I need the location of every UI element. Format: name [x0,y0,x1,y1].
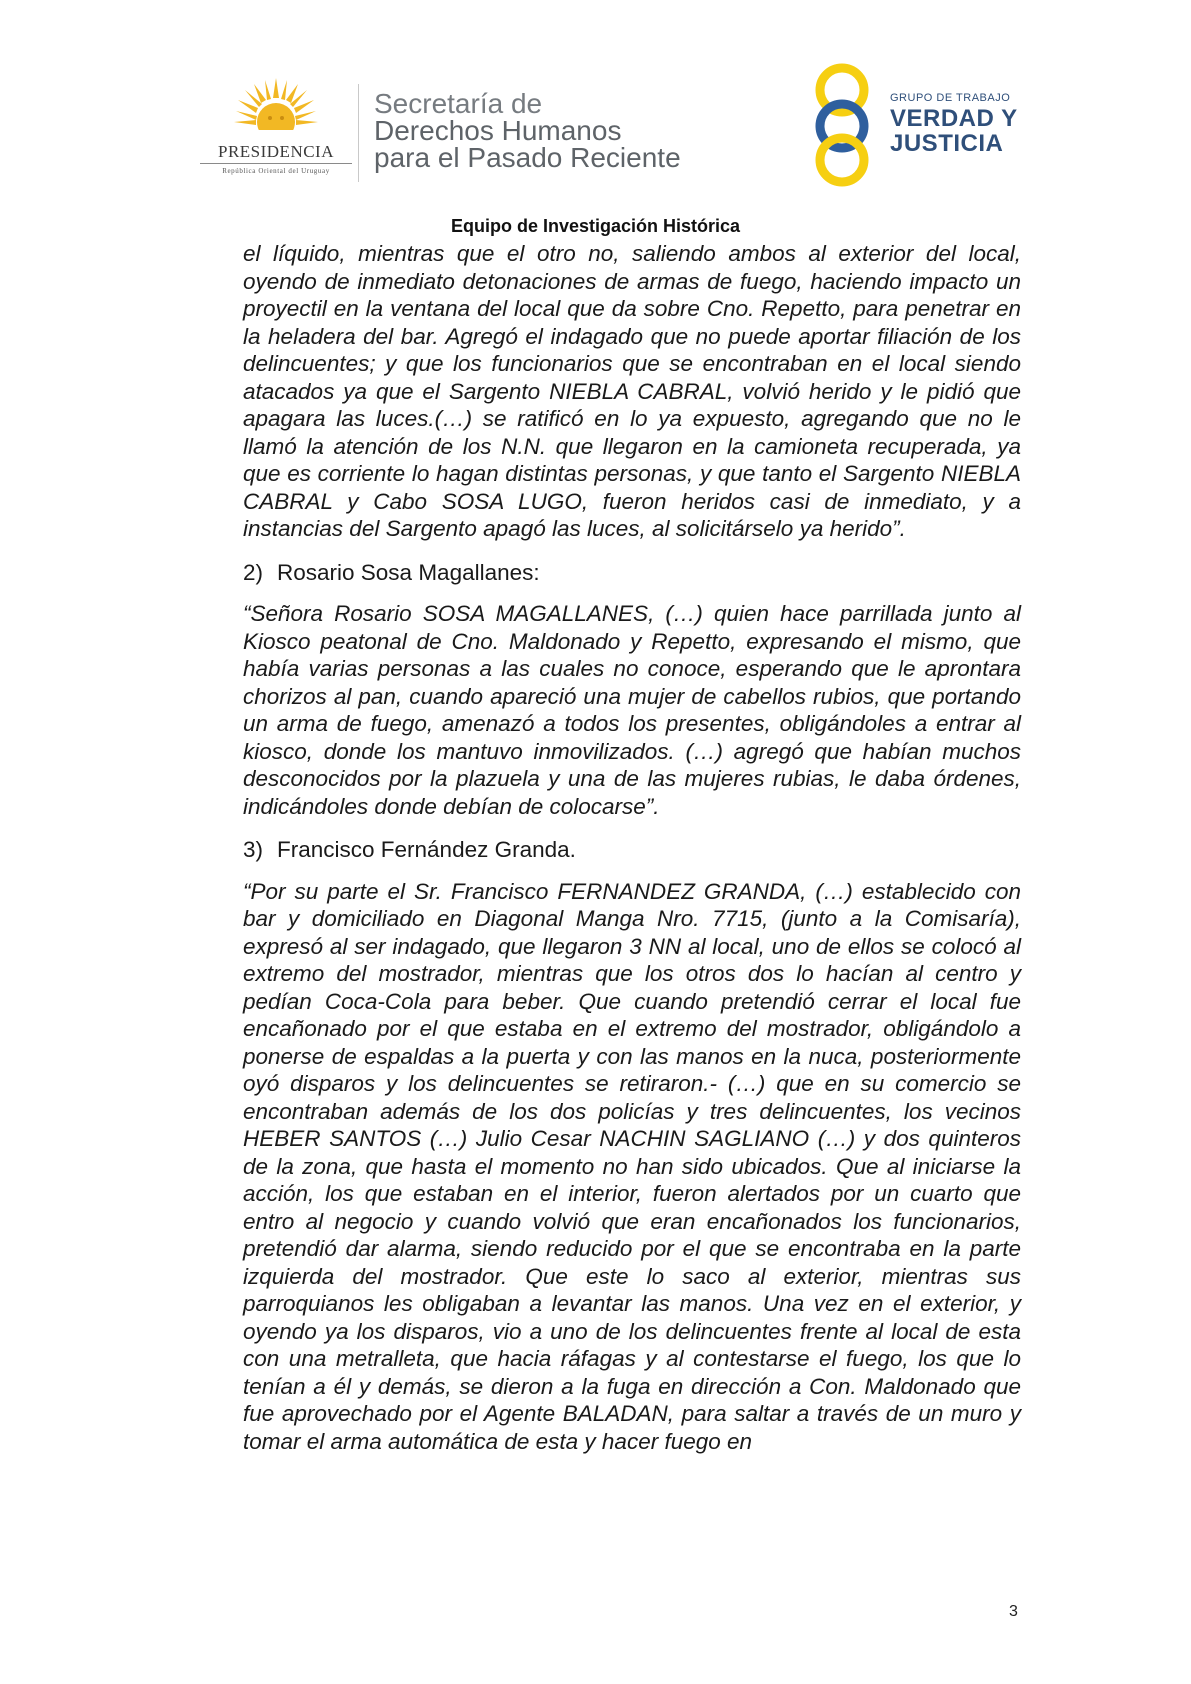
document-body [243,240,1021,1455]
section-heading: Equipo de Investigación Histórica [450,216,741,236]
gtvj-emblem-icon [808,62,888,188]
list-item-3 [243,836,1021,864]
header-divider [358,84,359,182]
gtvj-title [890,106,1018,156]
gtvj-small-text: GRUPO DE TRABAJO [890,92,1011,104]
list-item-title: Rosario Sosa Magallanes: [277,559,540,585]
list-item-2 [243,559,1021,587]
paragraph-testimony-2: “Señora Rosario SOSA MAGALLANES, (…) quien hace parrillada junto al Kiosco peatonal de Cno. Maldonado y Repetto, expresando el mismo, que había varias personas a las cuales no conoce, esperando que le aprontara chorizos al pan, cuando apareció una mujer de cabellos rubios, que portando un arma de fuego, amenazó a todos los presentes, obligándoles a entrar al kiosco, donde los mantuvo inmovilizados. (…) agregó que habían muchos desconocidos por la plazuela y una de las mujeres rubias, le daba órdenes, indicándoles donde debían de colocarse”. [243,601,1021,819]
gtvj-title-line-1: VERDAD Y [890,105,1018,132]
paragraph-testimony-1: el líquido, mientras que el otro no, saliendo ambos al exterior del local, oyendo de inmediato detonaciones de armas de fuego, haciendo impacto un proyectil en la ventana del local que da sobre Cno. Repetto, para penetrar en la heladera del bar. Agregó el indagado que no puede aportar filiación de los delincuentes; y que los funcionarios que se encontraban en el local siendo atacados ya que el Sargento NIEBLA CABRAL, volvió herido y le pidió que apagara las luces.(…) se ratificó en lo ya expuesto, agregando que no le llamó la atención de los N.N. que llegaron en la camioneta recuperada, ya que es corriente lo hagan distintas personas, y que tanto el Sargento NIEBLA CABRAL y Cabo SOSA LUGO, fueron heridos casi de inmediato, y a instancias del Sargento apagó las luces, al solicitárselo ya herido”. [243,241,1021,541]
list-item-number: 2) [243,559,264,585]
sun-icon [234,76,318,140]
secretaria-line-2: Derechos Humanos [374,115,622,146]
secretaria-line-1: Secretaría de [374,88,543,119]
page-number: 3 [1009,1603,1018,1620]
gtvj-title-line-2: JUSTICIA [890,130,1004,157]
paragraph-testimony-3: “Por su parte el Sr. Francisco FERNANDEZ GRANDA, (…) establecido con bar y domiciliado en Diagonal Manga Nro. 7715, (junto a la Comisaría), expresó al ser indagado, que llegaron 3 NN al local, uno de ellos se colocó al extremo del mostrador, mientras que los otros dos lo hacían al centro y pedían Coca-Cola para beber. Que cuando pretendió cerrar el local fue encañonado por el que estaba en el extremo del mostrador, obligándolo a ponerse de espaldas a la puerta y con las manos en la nuca, posteriormente oyó disparos y los delincuentes se retiraron.- (…) que en su comercio se encontraban además de los dos policías y tres delincuentes, los vecinos HEBER SANTOS (…) Julio Cesar NACHIN SAGLIANO (…) y dos quinteros de la zona, que hasta el momento no han sido ubicados. Que al iniciarse la acción, los que estaban en el interior, fueron alertados por un cuarto que entro al negocio y cuando volvió que eran encañonados los funcionarios, pretendió dar alarma, siendo reducido por el que se encontraba en la parte izquierda del mostrador. Que este lo saco al exterior, mientras sus parroquianos les obligaban a levantar las manos. Una vez en el exterior, y oyendo ya los disparos, vio a uno de los delincuentes frente al local de esta con una metralleta, que hacia ráfagas y al contestarse el fuego, los que lo tenían a él y demás, se dieron a la fuga en dirección a Con. Maldonado que fue aprovechado por el Agente BALADAN, para saltar a través de un muro y tomar el arma automática de esta y hacer fuego en [243,878,1021,1454]
presidencia-rule [200,163,352,164]
page-header [0,0,1191,200]
gtvj-logo [808,62,1028,188]
list-item-title: Francisco Fernández Granda. [277,837,576,862]
presidencia-name: PRESIDENCIA [217,142,334,161]
secretaria-line-3: para el Pasado Reciente [374,142,681,173]
secretaria-title [374,90,681,171]
presidencia-logo [196,76,356,186]
list-item-number: 3) [243,837,264,862]
presidencia-subtitle: República Oriental del Uruguay [222,167,330,175]
